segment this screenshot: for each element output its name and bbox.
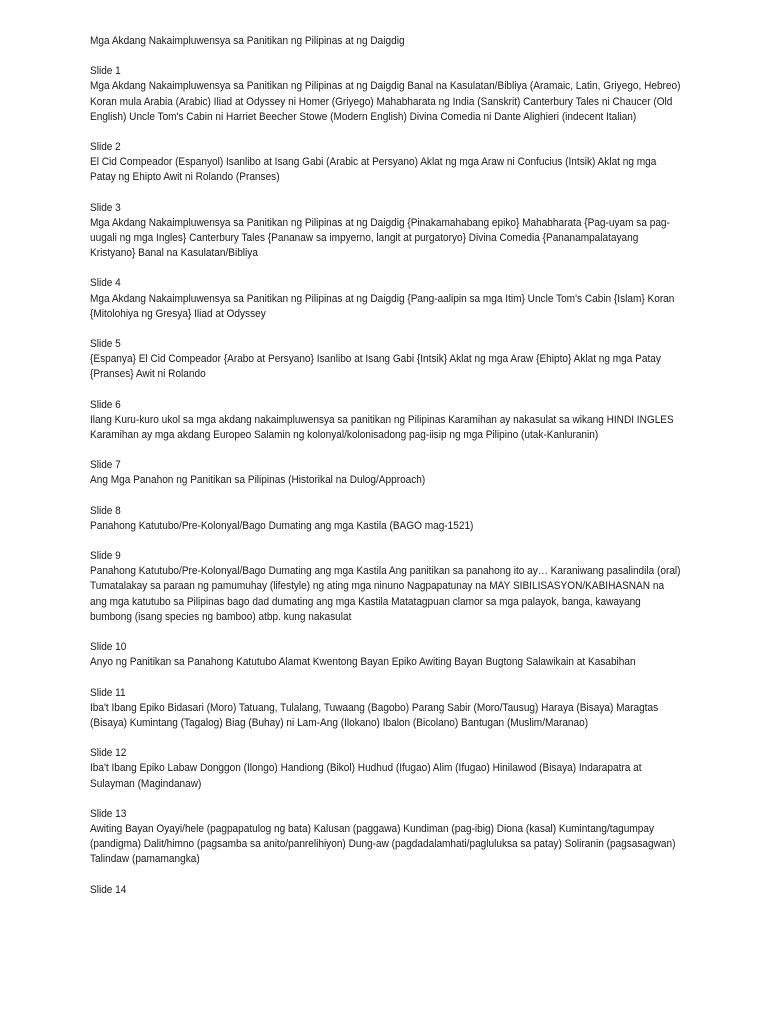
slide-heading: Slide 6 [90,398,121,411]
slide-block [90,549,682,625]
slide-text: Panahong Katutubo/Pre-Kolonyal/Bago Dumating ang mga Kastila Ang panitikan sa panahong ito ay… Karaniwang pasalindila (oral) Tumatalakay sa paraan ng pamumuhay (lifestyle) ng ating mga ninuno Nagpapatunay na MAY SIBILISASYON/KABIHASNAN na ang mga katutubo sa Pilipinas bago dad dumating ang mga Kastila Matatagpuan clamor sa mga palayok, banga, kawayang bumbong (isang species ng bamboo) atbp. kung nakasulat [90,565,681,623]
slide-heading: Slide 14 [90,883,127,896]
slide-block [90,807,682,868]
slide-text: Iba't Ibang Epiko Labaw Donggon (Ilongo) Handiong (Bikol) Hudhud (Ifugao) Alim (Ifugao) Hinilawod (Bisaya) Indarapatra at Sulayman (Magindanaw) [90,762,642,790]
slide-text: Mga Akdang Nakaimpluwensya sa Panitikan ng Pilipinas at ng Daigdig Banal na Kasulatan/Bibliya (Aramaic, Latin, Griyego, Hebreo) Koran mula Arabia (Arabic) Iliad at Odyssey ni Homer (Griyego) Mahabharata ng India (Sanskrit) Canterbury Tales ni Chaucer (Old English) Uncle Tom's Cabin ni Harriet Beecher Stowe (Modern English) Divina Comedia ni Dante Alighieri (indecent Italian) [90,80,681,123]
slide-heading: Slide 10 [90,641,127,654]
slide-heading: Slide 5 [90,338,121,351]
slide-text: Ilang Kuru-kuro ukol sa mga akdang nakaimpluwensya sa panitikan ng Pilipinas Karamihan ay nakasulat sa wikang HINDI INGLES Karamihan ay mga akdang Europeo Salamin ng kolonyal/kolonisadong pag-iisip ng mga Pilipino (utak-Kanluranin) [90,413,674,442]
slide-heading: Slide 11 [90,686,126,699]
slide-block [90,640,682,670]
slide-heading: Slide 13 [90,807,127,820]
slide-block [90,686,682,732]
slide-text: Panahong Katutubo/Pre-Kolonyal/Bago Dumating ang mga Kastila (BAGO mag-1521) [90,519,474,532]
slide-text: Mga Akdang Nakaimpluwensya sa Panitikan ng Pilipinas at ng Daigdig {Pang-aalipin sa mga Itim} Uncle Tom's Cabin {Islam} Koran {Mitolohiya ng Gresya} Iliad at Odyssey [90,292,675,320]
slide-text: Anyo ng Panitikan sa Panahong Katutubo Alamat Kwentong Bayan Epiko Awiting Bayan Bugtong Salawikain at Kasabihan [90,656,636,669]
slide-heading: Slide 1 [90,65,121,78]
slide-text: El Cid Compeador (Espanyol) Isanlibo at Isang Gabi (Arabic at Persyano) Aklat ng mga Araw ni Confucius (Intsik) Aklat ng mga Patay ng Ehipto Awit ni Rolando (Pranses) [90,156,657,184]
slide-block [90,140,682,186]
slide-heading: Slide 7 [90,459,121,472]
slide-block [90,883,682,898]
slide-block [90,276,682,322]
slide-heading: Slide 9 [90,550,121,563]
document-title: Mga Akdang Nakaimpluwensya sa Panitikan ng Pilipinas at ng Daigdig [90,35,405,47]
slide-block [90,458,682,488]
slide-heading: Slide 2 [90,141,121,154]
slide-heading: Slide 4 [90,277,121,290]
slide-block [90,201,682,262]
slide-block [90,504,682,534]
slide-text: Awiting Bayan Oyayi/hele (pagpapatulog ng bata) Kalusan (paggawa) Kundiman (pag-ibig) Diona (kasal) Kumintang/tagumpay (pandigma) Dalit/himno (pagsamba sa anito/panrelihiyon) Dung-aw (pagdadalamhati/pagluluksa sa patay) Soliranin (pagsasagwan) Talindaw (pamamangka) [90,822,676,866]
slide-text: Mga Akdang Nakaimpluwensya sa Panitikan ng Pilipinas at ng Daigdig {Pinakamahabang epiko} Mahabharata {Pag-uyam sa pag-uugali ng mga Ingles} Canterbury Tales {Pananaw sa impyerno, langit at purgatoryo} Divina Comedia {Pananampalatayang Kristyano} Banal na Kasulatan/Bibliya [90,216,670,260]
slide-text: {Espanya} El Cid Compeador {Arabo at Persyano} Isanlibo at Isang Gabi {Intsik} Aklat ng mga Araw {Ehipto} Aklat ng mga Patay {Pranses} Awit ni Rolando [90,353,661,381]
slide-block [90,64,682,125]
slide-heading: Slide 3 [90,201,121,214]
slide-block [90,337,682,383]
slide-heading: Slide 8 [90,504,121,517]
slide-heading: Slide 12 [90,747,127,760]
slide-block [90,746,682,792]
slide-text: Ang Mga Panahon ng Panitikan sa Pilipinas (Historikal na Dulog/Approach) [90,474,426,487]
slide-text: Iba't Ibang Epiko Bidasari (Moro) Tatuang, Tulalang, Tuwaang (Bagobo) Parang Sabir (Moro/Tausug) Haraya (Bisaya) Maragtas (Bisaya) Kumintang (Tagalog) Biag (Buhay) ni Lam-Ang (Ilokano) Ibalon (Bicolano) Bantugan (Muslim/Maranao) [90,701,659,729]
document-page [90,34,682,913]
slide-block [90,398,682,444]
